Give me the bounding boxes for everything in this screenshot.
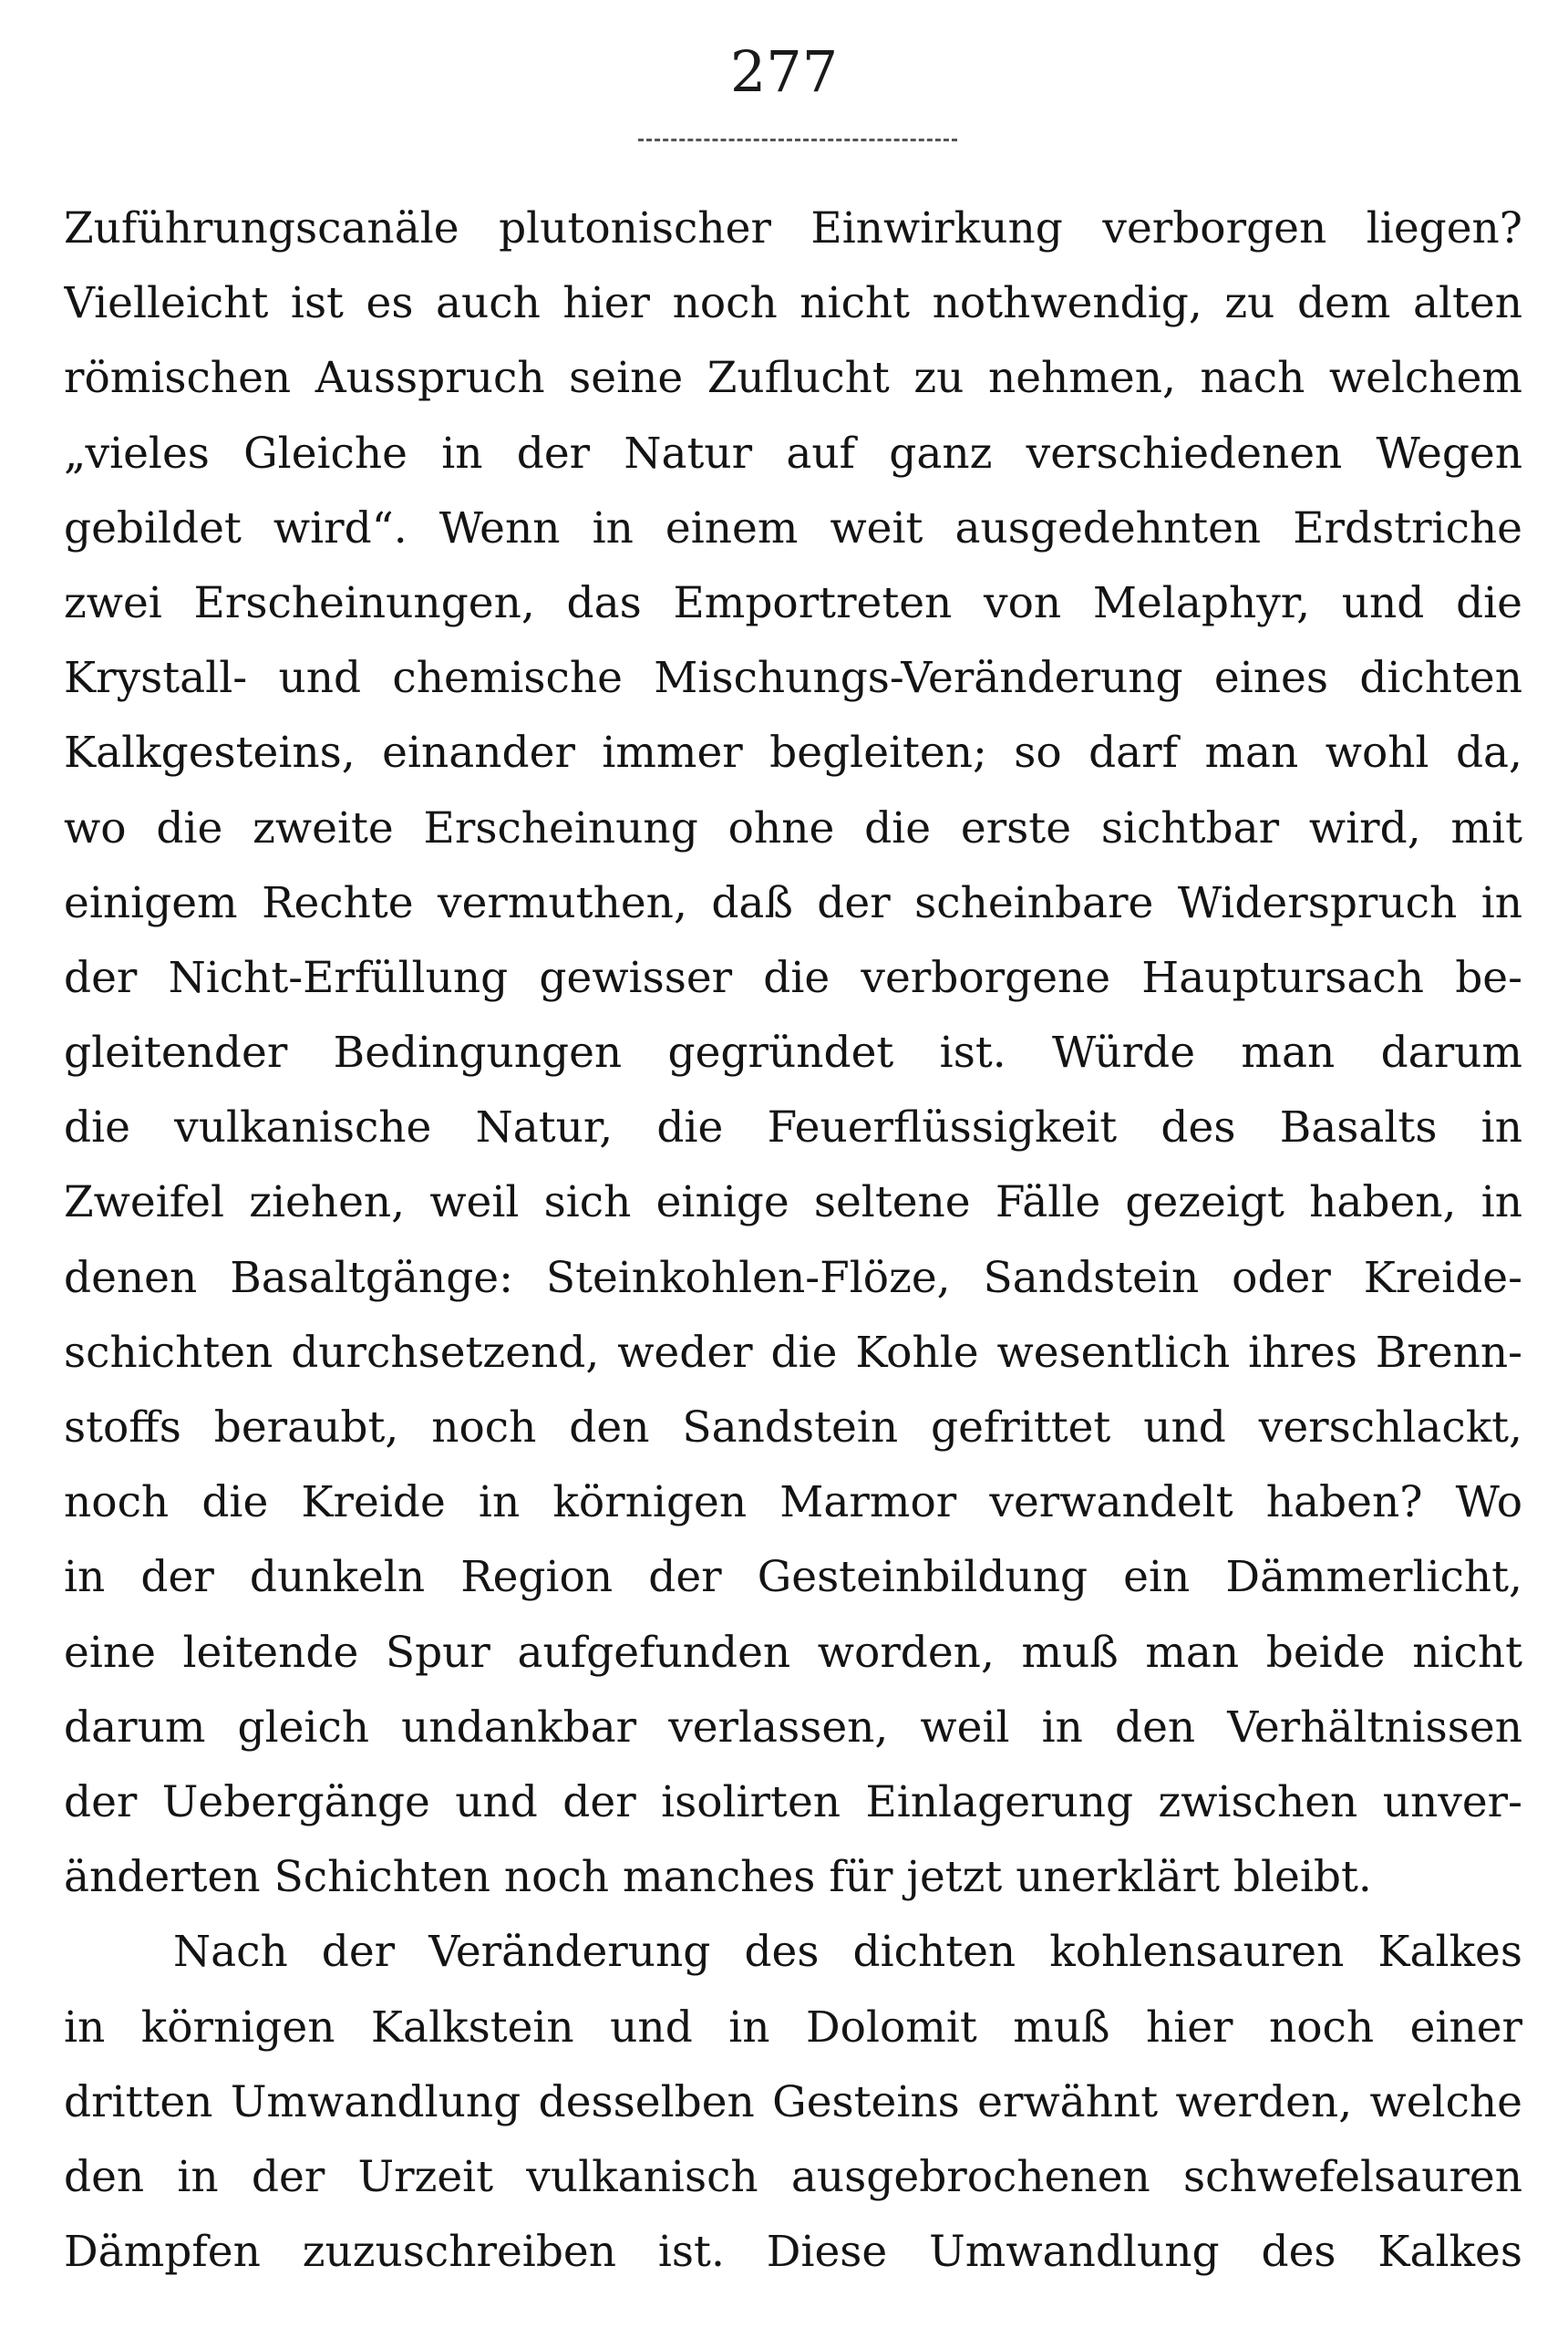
paragraph-end-line: änderten Schichten noch manches für jetzt unerklärt bleibt. — [64, 1852, 1372, 1903]
text-line: der Nicht-Erfüllung gewisser die verborgene Hauptursach be- — [64, 952, 1522, 1003]
body-text — [64, 191, 1522, 2290]
text-line: stoffs beraubt, noch den Sandstein gefrittet und verschlackt, — [64, 1402, 1522, 1453]
text-line: gebildet wird“. Wenn in einem weit ausgedehnten Erdstriche — [64, 502, 1522, 553]
text-line: denen Basaltgänge: Steinkohlen-Flöze, Sandstein oder Kreide- — [64, 1252, 1522, 1303]
text-line: in der dunkeln Region der Gesteinbildung ein Dämmerlicht, — [64, 1552, 1522, 1603]
text-line: Dämpfen zuzuschreiben ist. Diese Umwandlung des Kalkes — [64, 2227, 1522, 2278]
page-number: 277 — [729, 38, 839, 105]
text-line: wo die zweite Erscheinung ohne die erste sichtbar wird, mit — [64, 802, 1522, 853]
text-line: schichten durchsetzend, weder die Kohle wesentlich ihres Brenn- — [64, 1327, 1522, 1378]
text-line: römischen Ausspruch seine Zuflucht zu nehmen, nach welchem — [64, 353, 1522, 404]
text-line: der Uebergänge und der isolirten Einlagerung zwischen unver- — [64, 1776, 1522, 1827]
paragraph-start-line: Nach der Veränderung des dichten kohlensauren Kalkes — [173, 1927, 1522, 1978]
text-line: Zuführungscanäle plutonischer Einwirkung verborgen liegen? — [64, 203, 1522, 253]
text-line: „vieles Gleiche in der Natur auf ganz verschiedenen Wegen — [64, 428, 1522, 479]
text-line: noch die Kreide in körnigen Marmor verwandelt haben? Wo — [64, 1477, 1522, 1528]
header-rule — [638, 139, 957, 141]
text-line: einigem Rechte vermuthen, daß der scheinbare Widerspruch in — [64, 877, 1522, 928]
text-line: zwei Erscheinungen, das Emportreten von Melaphyr, und die — [64, 577, 1522, 628]
text-line: Kalkgesteins, einander immer begleiten; so darf man wohl da, — [64, 728, 1522, 779]
text-line: gleitender Bedingungen gegründet ist. Würde man darum — [64, 1028, 1522, 1079]
text-line: dritten Umwandlung desselben Gesteins erwähnt werden, welche — [64, 2076, 1522, 2127]
text-line: die vulkanische Natur, die Feuerflüssigkeit des Basalts in — [64, 1102, 1522, 1153]
text-line: in körnigen Kalkstein und in Dolomit muß hier noch einer — [64, 2002, 1522, 2053]
text-line: darum gleich undankbar verlassen, weil in den Verhältnissen — [64, 1702, 1522, 1753]
text-line: den in der Urzeit vulkanisch ausgebrochenen schwefelsauren — [64, 2151, 1522, 2202]
text-line: eine leitende Spur aufgefunden worden, muß man beide nicht — [64, 1627, 1522, 1678]
text-line: Krystall- und chemische Mischungs-Veränderung eines dichten — [64, 653, 1522, 704]
text-line: Zweifel ziehen, weil sich einige seltene Fälle gezeigt haben, in — [64, 1177, 1522, 1228]
text-line: Vielleicht ist es auch hier noch nicht nothwendig, zu dem alten — [64, 278, 1522, 329]
